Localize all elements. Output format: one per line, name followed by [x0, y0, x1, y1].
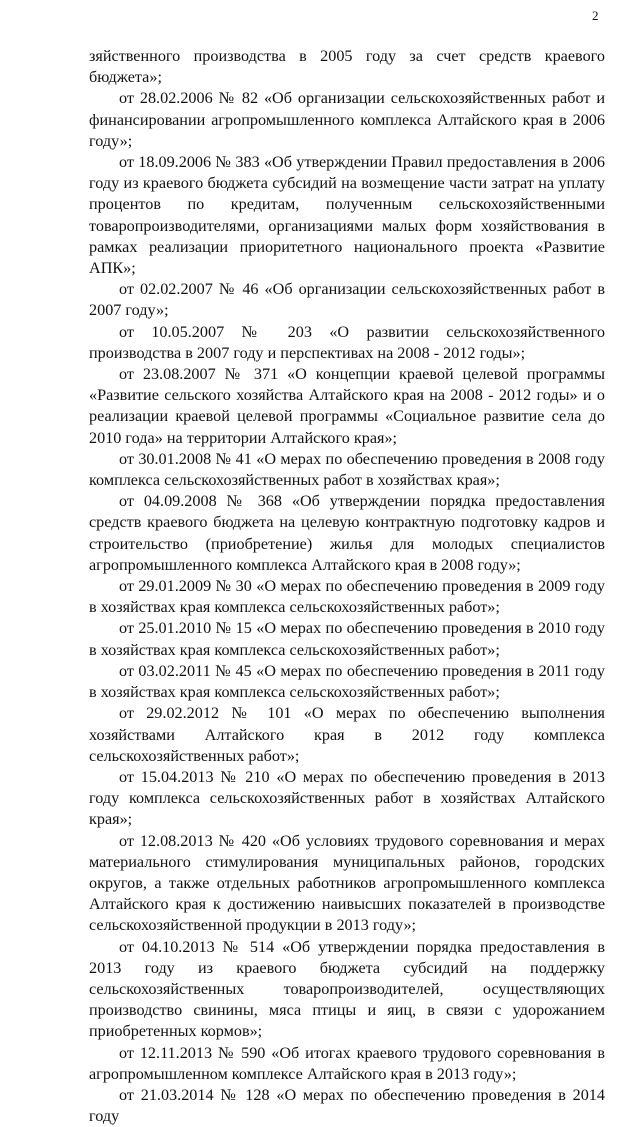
paragraph-decree-2007-371: от 23.08.2007 № 371 «О концепции краевой целевой программы «Развитие сельского хозяйства Алтайского края на 2008 - 2012 годы» и о реализации краевой целевой программы «Социальное развитие села до 2010 года» на территории Алтайского края»; — [89, 365, 605, 447]
paragraph-decree-2013-210: от 15.04.2013 № 210 «О мерах по обеспечению проведения в 2013 году комплекса сельскохозяйственных работ в хозяйствах Алтайского края»; — [89, 767, 605, 829]
paragraph-decree-2013-514: от 04.10.2013 № 514 «Об утверждении порядка предоставления в 2013 году из краевого бюджета субсидий на поддержку сельскохозяйственных товаропроизводителей, осуществляющих производство свинины, мяса птицы и яиц, в связи с удорожанием приобретенных кормов»; — [89, 937, 605, 1041]
paragraph-decree-2006-383: от 18.09.2006 № 383 «Об утверждении Правил предоставления в 2006 году из краевого бюджета субсидий на возмещение части затрат на уплату процентов по кредитам, полученным сельскохозяйственными товаропроизводителями, организациями малых форм хозяйствования в рамках реализации приоритетного национального проекта «Развитие АПК»; — [89, 153, 605, 278]
paragraph-decree-2013-590: от 12.11.2013 № 590 «Об итогах краевого трудового соревнования в агропромышленном комплексе Алтайского края в 2013 году»; — [89, 1043, 605, 1083]
paragraph-decree-2007-203: от 10.05.2007 № 203 «О развитии сельскохозяйственного производства в 2007 году и перспективах на 2008 - 2012 годы»; — [89, 322, 605, 362]
paragraph-decree-2007-46: от 02.02.2007 № 46 «Об организации сельскохозяйственных работ в 2007 году»; — [89, 280, 605, 320]
paragraph-decree-2013-420: от 12.08.2013 № 420 «Об условиях трудового соревнования и мерах материального стимулирования муниципальных районов, городских округов, а также отдельных работников агропромышленного комплекса Алтайского края к достижению наивысших показателей в производстве сельскохозяйственной продукции в 2013 году»; — [89, 831, 605, 935]
paragraph-decree-2012-101: от 29.02.2012 № 101 «О мерах по обеспечению выполнения хозяйствами Алтайского края в 2012 году комплекса сельскохозяйственных работ»; — [89, 704, 605, 765]
paragraph-decree-2008-41: от 30.01.2008 № 41 «О мерах по обеспечению проведения в 2008 году комплекса сельскохозяйственных работ в хозяйствах края»; — [89, 449, 605, 490]
paragraph-decree-2009-30: от 29.01.2009 № 30 «О мерах по обеспечению проведения в 2009 году в хозяйствах края комплекса сельскохозяйственных работ»; — [89, 577, 605, 617]
page-number: 2 — [592, 8, 599, 23]
paragraph-decree-2008-368: от 04.09.2008 № 368 «Об утверждении порядка предоставления средств краевого бюджета на целевую контрактную подготовку кадров и строительство (приобретение) жилья для молодых специалистов агропромышленного комплекса Алтайского края в 2008 году»; — [89, 492, 605, 574]
paragraph-decree-2011-45: от 03.02.2011 № 45 «О мерах по обеспечению проведения в 2011 году в хозяйствах края комплекса сельскохозяйственных работ»; — [89, 661, 605, 702]
paragraph-decree-2006-82: от 28.02.2006 № 82 «Об организации сельскохозяйственных работ и финансировании агропромышленного комплекса Алтайского края в 2006 году»; — [89, 89, 605, 150]
paragraph-decree-2014-128: от 21.03.2014 № 128 «О мерах по обеспечению проведения в 2014 году — [89, 1085, 605, 1126]
paragraph-decree-2010-15: от 25.01.2010 № 15 «О мерах по обеспечению проведения в 2010 году в хозяйствах края комплекса сельскохозяйственных работ»; — [89, 619, 605, 659]
paragraph-continuation: зяйственного производства в 2005 году за счет средств краевого бюджета»; — [89, 47, 605, 87]
document-body — [89, 46, 605, 1127]
